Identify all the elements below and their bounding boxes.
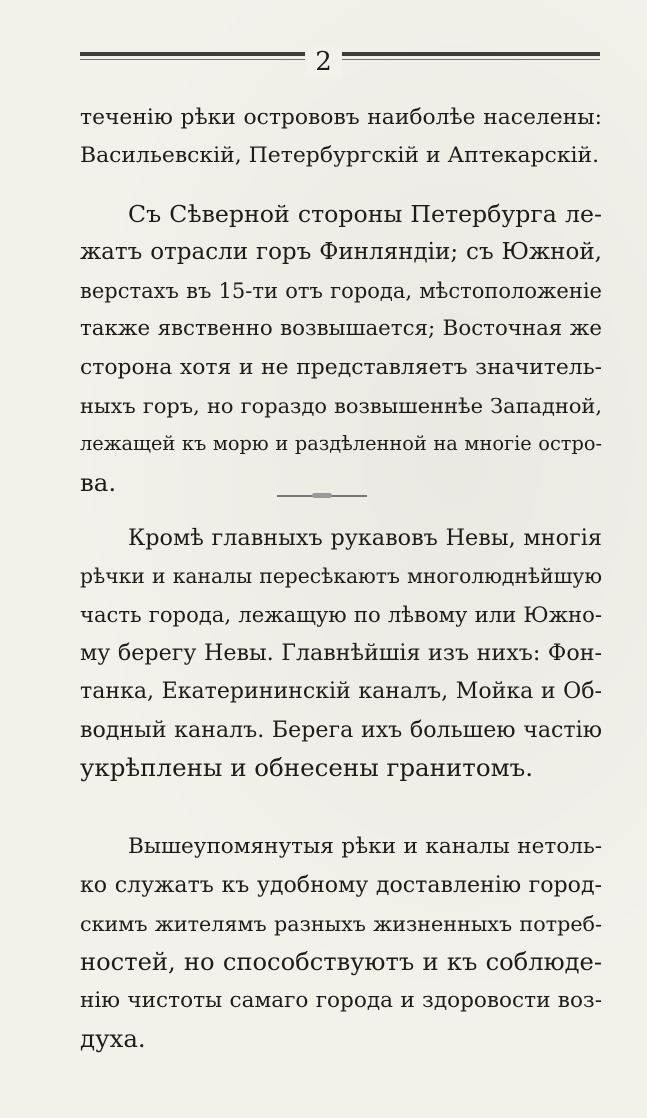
paragraph-4 bbox=[80, 828, 602, 1058]
text-line: жатъ отрасли горъ Финляндіи; съ Южной, bbox=[80, 239, 602, 266]
section-ornament bbox=[277, 493, 367, 499]
text-line: ностей, но способствуютъ и къ соблюде- bbox=[80, 948, 602, 977]
text-line: теченію рѣки острововъ наиболѣе населены: bbox=[80, 105, 602, 130]
text-line: нію чистоты самаго города и здоровости воз- bbox=[80, 987, 602, 1013]
text-line: му берегу Невы. Главнѣйшія изъ нихъ: Фон- bbox=[80, 640, 602, 667]
paragraph-2 bbox=[80, 195, 602, 502]
text-line: сторона хотя и не представляетъ значитель- bbox=[80, 354, 602, 380]
text-line: водный каналъ. Берега ихъ большею частію bbox=[80, 716, 602, 743]
page-number-text: 2 bbox=[305, 47, 342, 77]
text-line: духа. bbox=[80, 1023, 146, 1053]
text-line: Васильевскій, Петербургскій и Аптекарскій. bbox=[80, 143, 600, 169]
paragraph-3 bbox=[80, 519, 602, 788]
text-line: Вышеупомянутыя рѣки и каналы нетоль- bbox=[128, 834, 602, 859]
paragraph-1 bbox=[80, 99, 602, 176]
text-line: укрѣплены и обнесены гранитомъ. bbox=[80, 753, 533, 783]
page-number bbox=[0, 47, 647, 77]
text-line: рѣчки и каналы пересѣкаютъ многолюднѣйшую bbox=[80, 564, 602, 589]
text-line: верстахъ въ 15-ти отъ города, мѣстоположеніе bbox=[80, 277, 602, 303]
text-line: лежащей къ морю и раздѣленной на многіе остро- bbox=[80, 432, 602, 456]
text-line: Кромѣ главныхъ рукавовъ Невы, многія bbox=[128, 525, 602, 551]
text-line: скимъ жителямъ разныхъ жизненныхъ потреб- bbox=[80, 911, 602, 936]
text-line: ко служатъ къ удобному доставленію город- bbox=[80, 872, 602, 899]
text-line: ва. bbox=[80, 467, 117, 497]
text-line: Съ Сѣверной стороны Петербурга ле- bbox=[128, 200, 602, 228]
text-line: ныхъ горъ, но гораздо возвышеннѣе Западной, bbox=[80, 393, 602, 418]
text-line: также явственно возвышается; Восточная же bbox=[80, 316, 602, 342]
text-line: часть города, лежащую по лѣвому или Южно- bbox=[80, 601, 602, 627]
text-line: танка, Екатерининскій каналъ, Мойка и Об- bbox=[80, 678, 602, 704]
